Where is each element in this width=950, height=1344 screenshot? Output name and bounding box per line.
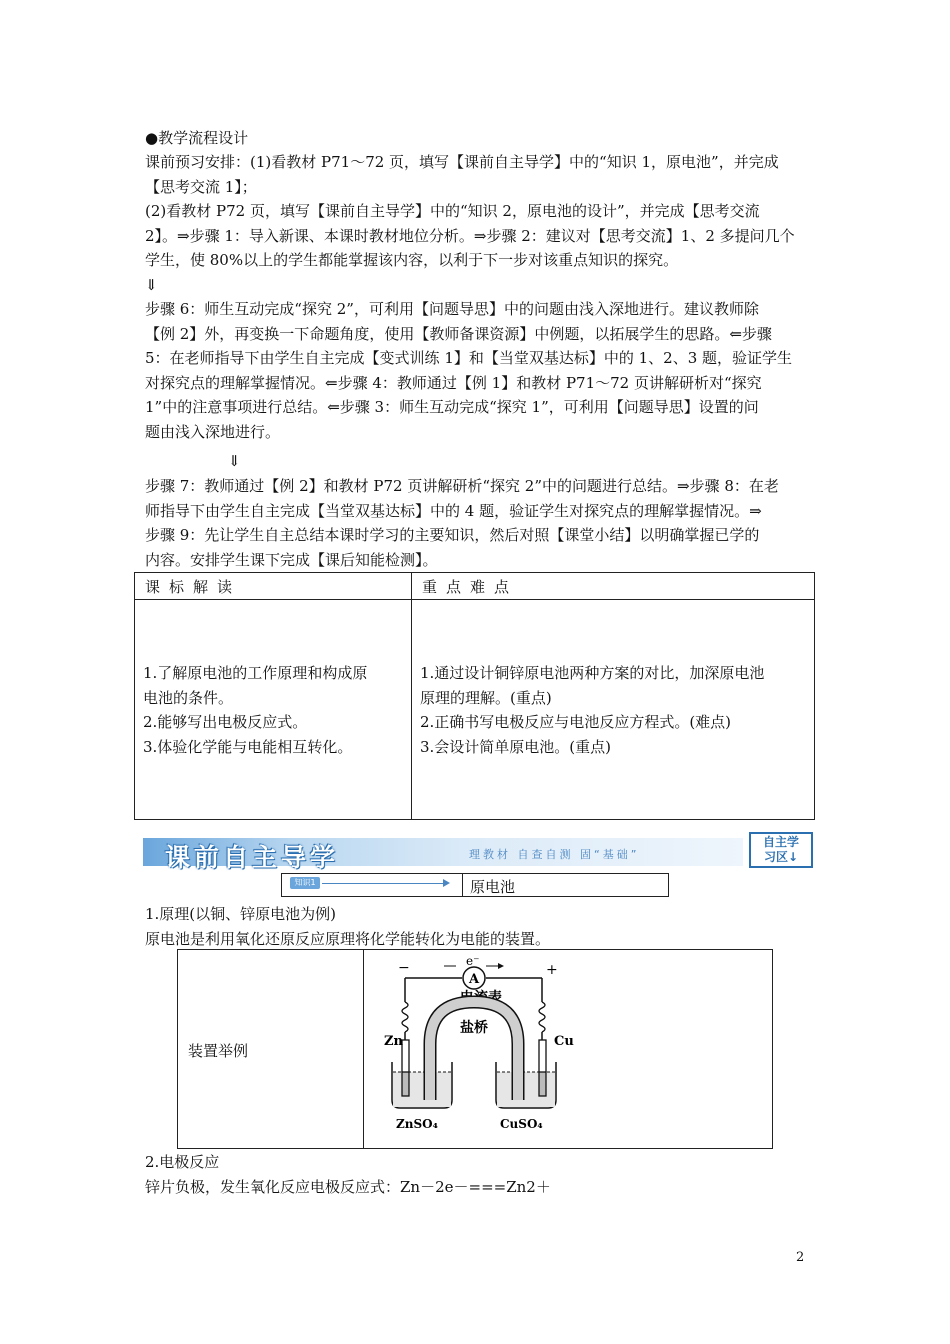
section-banner: [143, 832, 815, 870]
electron-label: e⁻: [466, 954, 480, 968]
flow-line: 对探究点的理解掌握情况。⇐步骤 4：教师通过【例 1】和教材 P71～72 页讲解研析对“探究: [145, 373, 762, 392]
knowledge-box: [281, 873, 669, 897]
zinc-label: Zn: [384, 1034, 403, 1049]
key-point-item: 原理的理解。(重点): [420, 688, 552, 707]
coil: [539, 1002, 545, 1032]
section-heading: 2.电极反应: [145, 1153, 220, 1171]
table-divider: [411, 573, 412, 819]
flow-line: 1”中的注意事项进行总结。⇐步骤 3：师生互动完成“探究 1”，可利用【问题导思】设置的问: [145, 398, 759, 416]
flow-heading: ●教学流程设计: [145, 129, 249, 147]
flow-line: 内容。安排学生课下完成【课后知能检测】。: [145, 550, 438, 569]
flow-line: 题由浅入深地进行。: [145, 422, 281, 441]
standards-header: 课标解读: [145, 578, 242, 596]
section-heading: 1.原理(以铜、锌原电池为例): [145, 905, 337, 923]
flow-line: 学生，使 80%以上的学生都能掌握该内容，以利于下一步对该重点知识的探究。: [145, 251, 679, 269]
standards-table: [134, 572, 815, 820]
flow-line: 【思考交流 1】；: [145, 177, 257, 196]
page-number: 2: [796, 1250, 805, 1265]
knowledge-tag: 知识1: [290, 877, 320, 889]
flow-line: 步骤 6：师生互动完成“探究 2”，可利用【问题导思】中的问题由浅入深地进行。建议教师除: [145, 300, 759, 318]
standards-item: 1.了解原电池的工作原理和构成原: [143, 664, 368, 682]
section-2: [145, 1150, 808, 1199]
section-1: [145, 902, 808, 951]
plus-sign: +: [546, 962, 558, 978]
knowledge-label: 原电池: [470, 878, 516, 896]
key-points-header: 重点难点: [422, 578, 519, 596]
device-label: 装置举例: [188, 1042, 249, 1060]
flow-line: 5：在老师指导下由学生自主完成【变式训练 1】和【当堂双基达标】中的 1、2、3 题，验证学生: [145, 349, 793, 367]
flow-line: 步骤 9：先让学生自主总结本课时学习的主要知识，然后对照【课堂小结】以明确掌握已学的: [145, 526, 760, 544]
flow-line: 师指导下由学生自主完成【当堂双基达标】中的 4 题，验证学生对探究点的理解掌握情况。⇒: [145, 501, 762, 520]
galvanic-cell-diagram: [370, 952, 765, 1144]
flow-line: 步骤 7：教师通过【例 2】和教材 P72 页讲解研析“探究 2”中的问题进行总结。⇒步骤 8：在老: [145, 477, 779, 495]
flow-line: 课前预习安排：(1)看教材 P71～72 页，填写【课前自主导学】中的“知识 1，原电池”，并完成: [145, 153, 779, 171]
left-solution-label: ZnSO₄: [396, 1117, 438, 1131]
key-point-item: 1.通过设计铜锌原电池两种方案的对比，加深原电池: [420, 664, 765, 682]
badge-line: 自主学: [762, 835, 799, 849]
ammeter-label: 电流表: [460, 990, 502, 1006]
banner-title: 课前自主导学: [165, 843, 340, 872]
section-text: 原电池是利用氧化还原反应原理将化学能转化为电能的装置。: [145, 929, 551, 948]
table-divider: [135, 599, 814, 600]
flow-line: 2】。⇒步骤 1：导入新课、本课时教材地位分析。⇒步骤 2：建议对【思考交流】1、2 多提问几个: [145, 226, 795, 245]
badge-line: 习区↓: [763, 850, 799, 864]
section-text: 锌片负极，发生氧化反应电极反应式：Zn－2e－===Zn2＋: [145, 1177, 551, 1196]
standards-cell: [143, 661, 407, 759]
copper-electrode-immersed: [539, 1072, 546, 1096]
table-divider: [363, 950, 364, 1148]
flow-down-arrow-2: ⇓: [228, 452, 241, 470]
right-solution-label: CuSO₄: [500, 1117, 543, 1131]
arrow-right-icon: [443, 879, 450, 887]
flow-down-arrow: ⇓: [145, 275, 158, 294]
minus-sign: −: [398, 960, 410, 976]
key-points-cell: [420, 661, 810, 759]
standards-item: 3.体验化学能与电能相互转化。: [143, 737, 353, 756]
flow-paragraph-3: [145, 474, 808, 572]
standards-item: 电池的条件。: [143, 688, 234, 707]
key-point-item: 3.会设计简单原电池。(重点): [420, 737, 612, 756]
arrow-right-icon: [498, 963, 504, 969]
banner-slogan: 理教材 自查自测 固“基础”: [469, 848, 640, 861]
salt-bridge-label: 盐桥: [460, 1020, 488, 1036]
key-point-item: 2.正确书写电极反应与电池反应方程式。(难点): [420, 713, 732, 731]
device-table: [177, 949, 773, 1149]
ammeter-symbol: A: [468, 972, 480, 987]
flow-paragraph-1: [145, 150, 808, 297]
arrow-line: [322, 883, 447, 884]
flow-line: 【例 2】外，再变换一下命题角度，使用【教师备课资源】中例题，以拓展学生的思路。⇐步骤: [145, 324, 772, 343]
flow-line: (2)看教材 P72 页，填写【课前自主导学】中的“知识 2，原电池的设计”，并完成【思考交流: [145, 202, 760, 220]
box-divider: [462, 874, 463, 896]
zinc-electrode-immersed: [402, 1072, 409, 1096]
copper-label: Cu: [554, 1034, 574, 1049]
self-study-badge: [749, 832, 813, 868]
coil: [402, 1002, 408, 1032]
standards-item: 2.能够写出电极反应式。: [143, 713, 308, 731]
flow-paragraph-2: [145, 297, 808, 444]
